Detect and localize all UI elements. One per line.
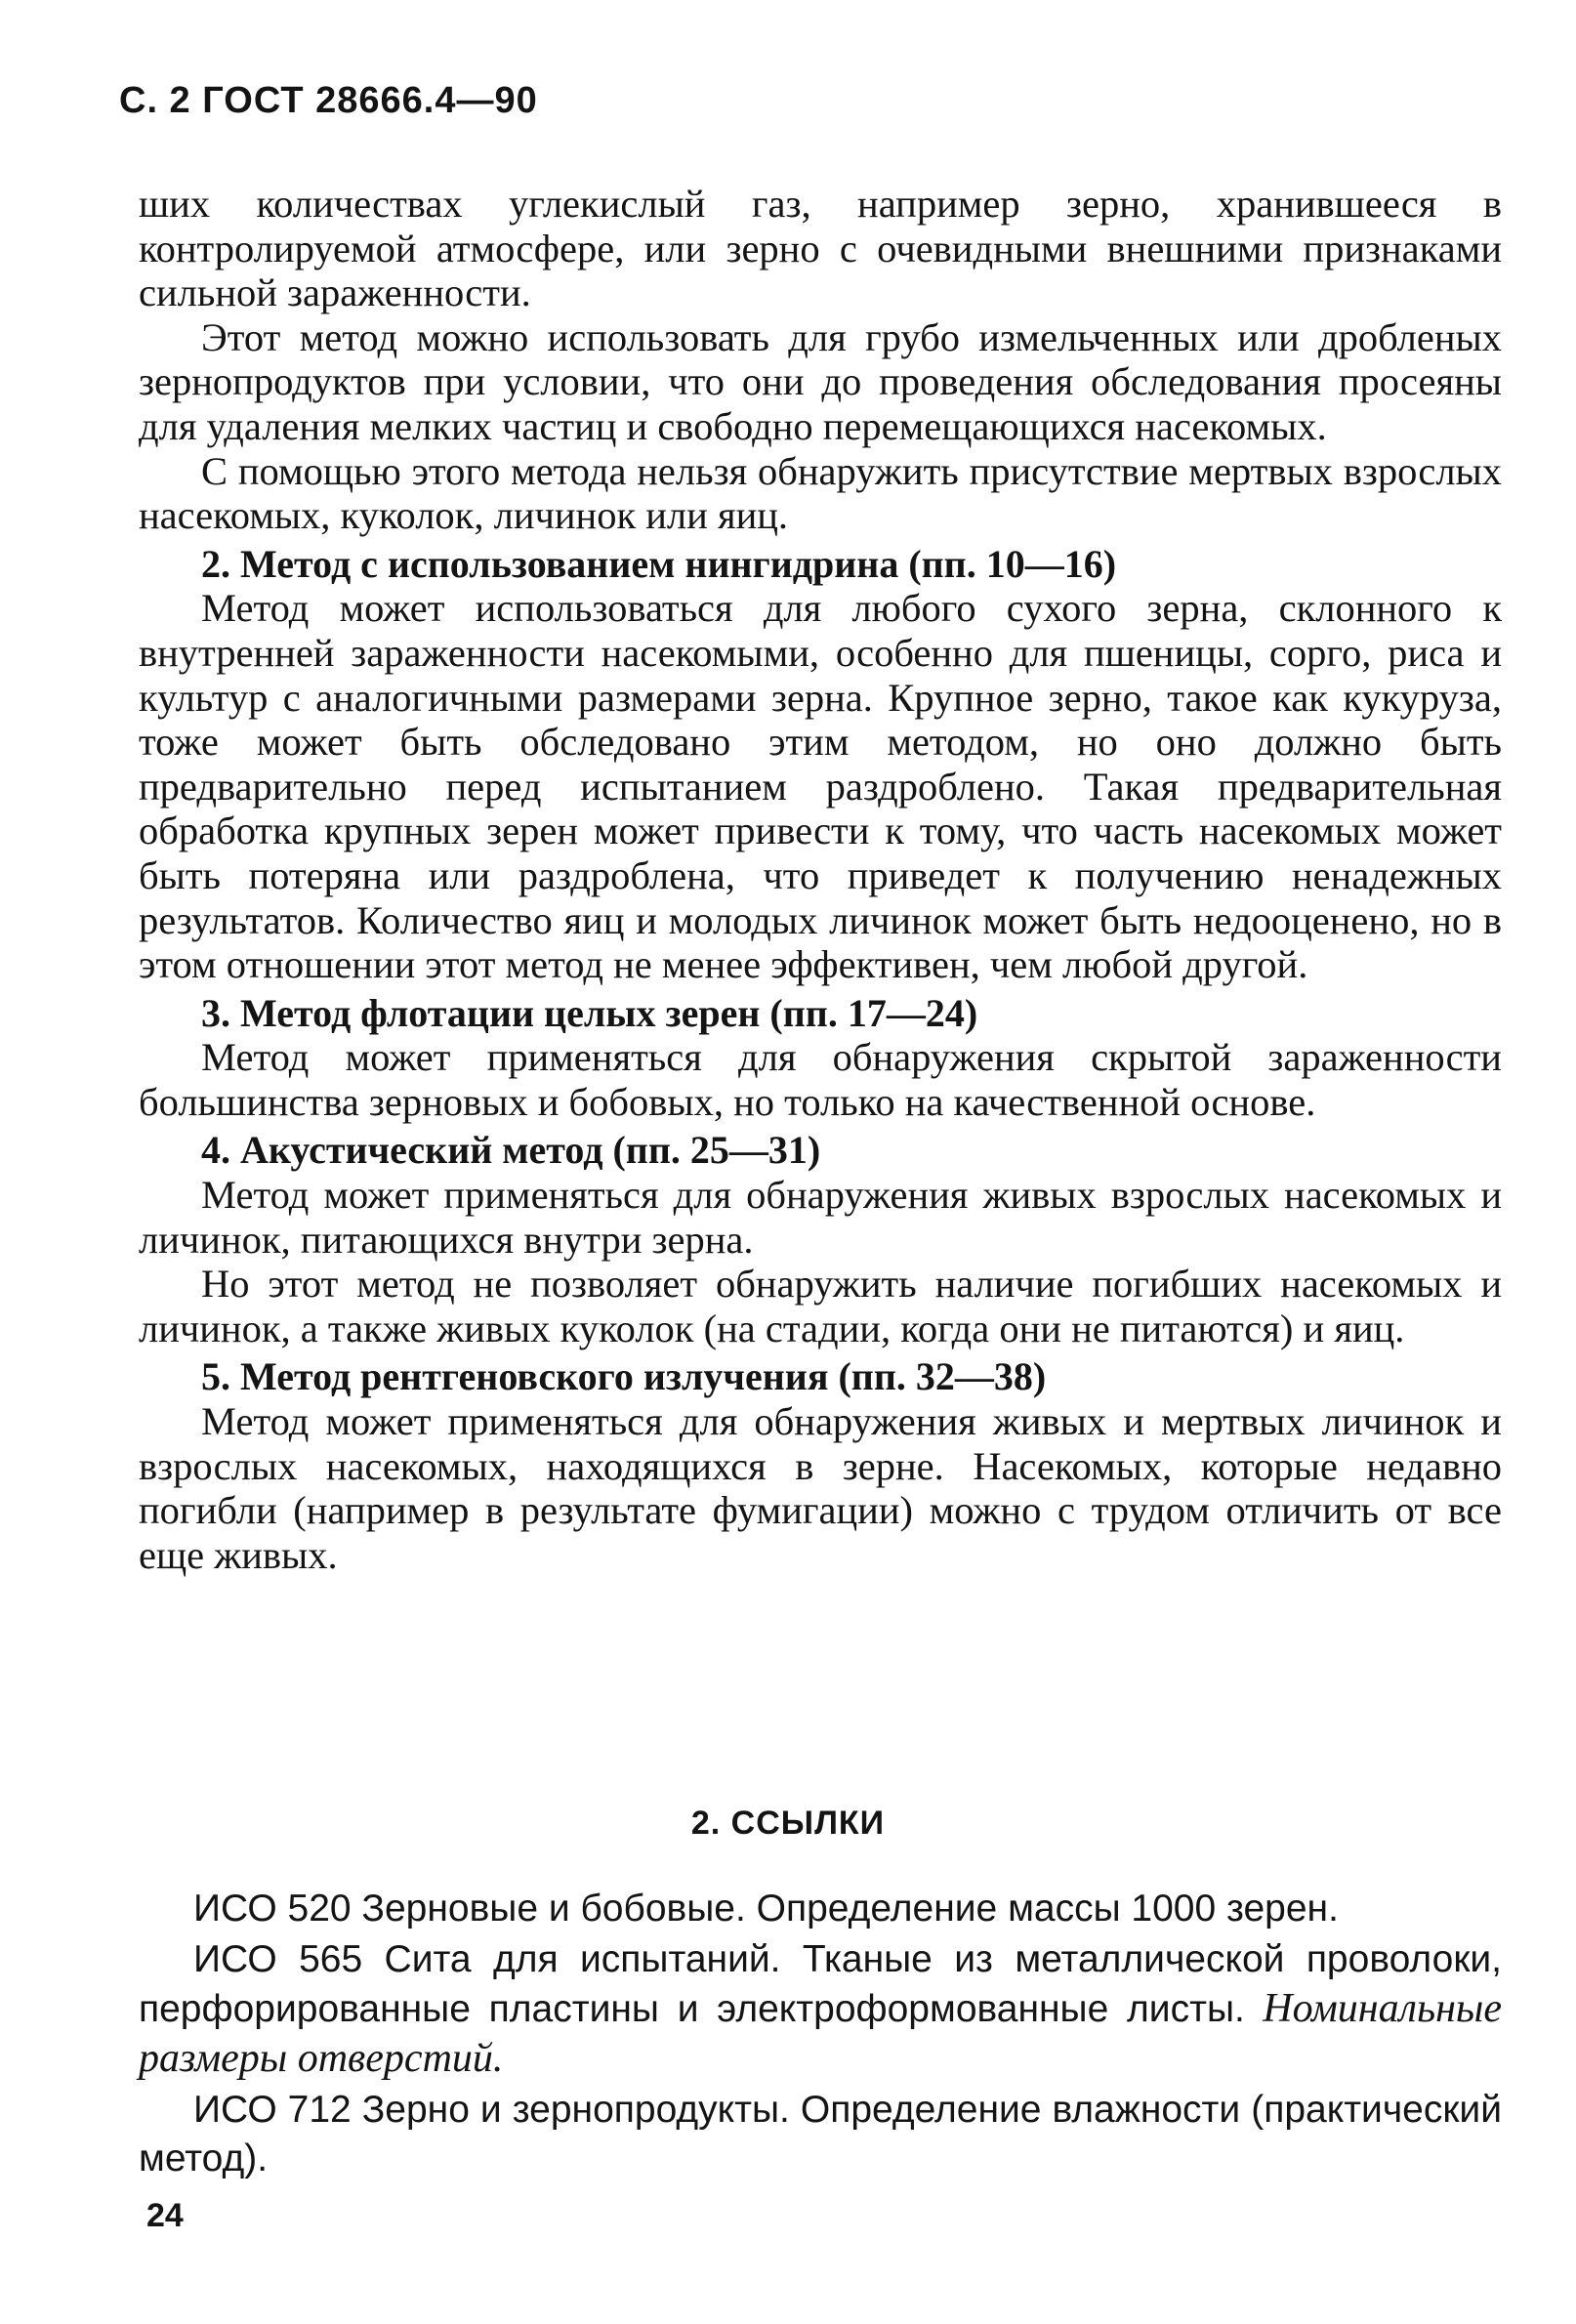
paragraph: С помощью этого метода нельзя обнаружить присутствие мертвых взрослых насекомых, куколок, личинок или яиц. (139, 448, 1502, 538)
method-5-heading: 5. Метод рентгеновского излучения (пп. 32—38) (201, 1354, 1047, 1399)
reference-italic-text: Номинальные размеры отверстий. (139, 1986, 1502, 2081)
method-3-heading: 3. Метод флотации целых зерен (пп. 17—24) (201, 990, 978, 1035)
page-header: С. 2 ГОСТ 28666.4—90 (119, 80, 538, 121)
section-title: 2. ССЫЛКИ (690, 1805, 886, 1842)
reference-item (139, 1935, 1502, 2084)
reference-item (139, 1885, 1502, 1933)
page-number: 24 (146, 2197, 184, 2234)
method-2-heading: 2. Метод с использованием нингидрина (пп. 10—16) (201, 541, 1117, 586)
method-4-text: Но этот метод не позволяет обнаружить наличие погибших насекомых и личинок, а также живых куколок (на стадии, когда они не питаются) и яиц. (139, 1262, 1502, 1350)
method-4-text: Метод может применяться для обнаружения живых взрослых насекомых и личинок, питающихся внутри зерна. (139, 1173, 1502, 1262)
reference-text: ИСО 712 Зерно и зернопродукты. Определение влажности (практический метод). (139, 2089, 1502, 2179)
main-text (139, 182, 1502, 1577)
paragraph-continuation: ших количествах углекислый газ, например зерно, хранившееся в контролируемой атмосфере, или зерно с очевидными внешними признаками сильной зараженности. (139, 182, 1502, 315)
references-list (139, 1885, 1502, 2185)
method-5-text: Метод может применяться для обнаружения живых и мертвых личинок и взрослых насекомых, находящихся в зерне. Насекомых, которые недавно погибли (например в результате фумигации) можно с трудом отличить от все еще живых. (139, 1399, 1502, 1577)
method-3-text: Метод может применяться для обнаружения скрытой зараженности большинства зерновых и бобовых, но только на качественной основе. (139, 1035, 1502, 1124)
method-2-text: Метод может использоваться для любого сухого зерна, склонного к внутренней зараженности насекомыми, особенно для пшеницы, сорго, риса и культур с аналогичными размерами зерна. Крупное зерно, такое как кукуруза, тоже может быть обследовано этим методом, но оно должно быть предварительно перед испытанием раздроблено. Такая предварительная обработка крупных зерен может привести к тому, что часть насекомых может быть потеряна или раздроблена, что приведет к получению ненадежных результатов. Количество яиц и молодых личинок может быть недооценено, но в этом отношении этот метод не менее эффективен, чем любой другой. (139, 586, 1502, 987)
reference-text: ИСО 520 Зерновые и бобовые. Определение массы 1000 зерен. (193, 1888, 1339, 1930)
reference-item (139, 2086, 1502, 2183)
reference-text: ИСО 565 Сита для испытаний. Тканые из металлической проволоки, перфорированные пластины и электроформованные листы. (139, 1938, 1502, 2030)
method-4-heading: 4. Акустический метод (пп. 25—31) (201, 1128, 821, 1173)
paragraph: Этот метод можно использовать для грубо измельченных или дробленых зернопродуктов при условии, что они до проведения обследования просеяны для удаления мелких частиц и свободно перемещающихся насекомых. (139, 314, 1502, 448)
